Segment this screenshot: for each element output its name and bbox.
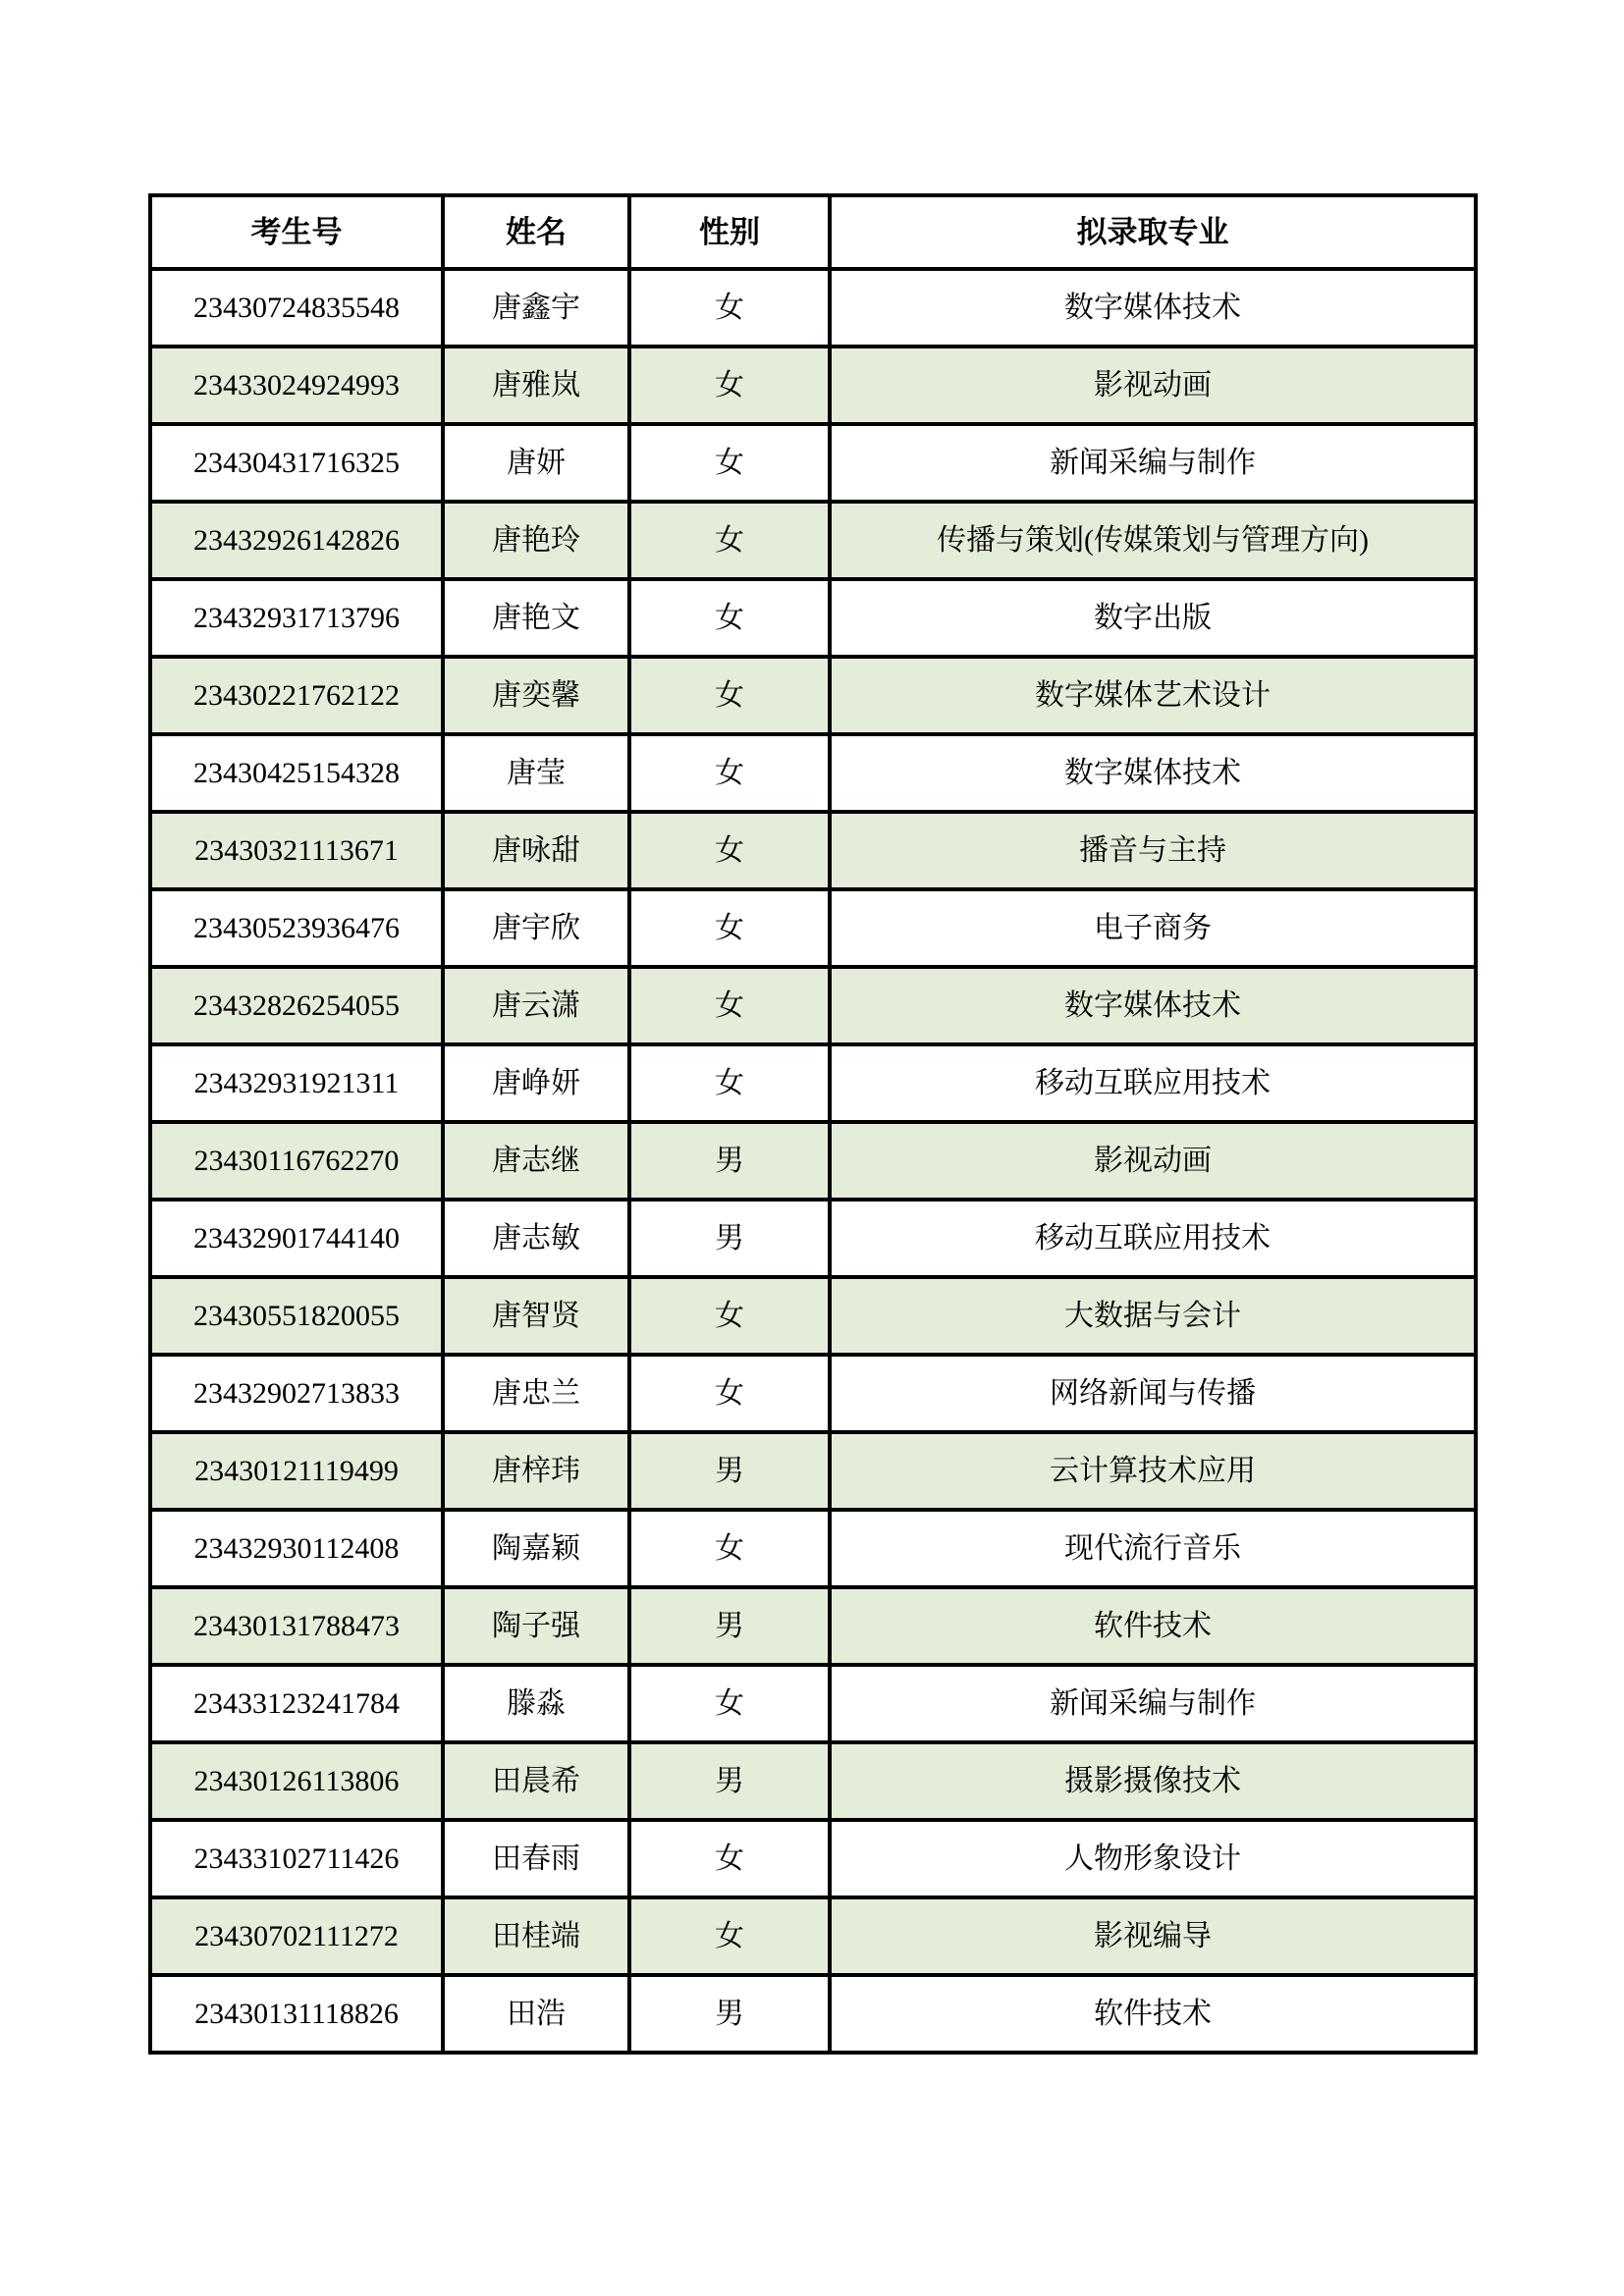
table-row xyxy=(150,1200,1476,1277)
table-row xyxy=(150,1587,1476,1665)
major-cell: 软件技术 xyxy=(830,1587,1476,1665)
gender-cell: 女 xyxy=(629,812,830,889)
major-cell: 人物形象设计 xyxy=(830,1820,1476,1897)
major-cell: 移动互联应用技术 xyxy=(830,1200,1476,1277)
name-cell: 陶子强 xyxy=(443,1587,629,1665)
table-row xyxy=(150,347,1476,424)
name-cell: 唐志继 xyxy=(443,1122,629,1200)
name-cell: 陶嘉颖 xyxy=(443,1510,629,1587)
table-row xyxy=(150,1044,1476,1122)
table-row xyxy=(150,1975,1476,2053)
table-row xyxy=(150,579,1476,657)
gender-cell: 女 xyxy=(629,269,830,347)
gender-cell: 男 xyxy=(629,1742,830,1820)
gender-cell: 女 xyxy=(629,502,830,579)
candidate-id-cell: 23430121119499 xyxy=(150,1432,443,1510)
candidate-id-cell: 23430321113671 xyxy=(150,812,443,889)
name-cell: 唐鑫宇 xyxy=(443,269,629,347)
gender-cell: 女 xyxy=(629,1355,830,1432)
name-cell: 唐艳文 xyxy=(443,579,629,657)
major-cell: 数字媒体技术 xyxy=(830,269,1476,347)
table-row xyxy=(150,657,1476,734)
table-row xyxy=(150,502,1476,579)
name-cell: 唐梓玮 xyxy=(443,1432,629,1510)
major-cell: 数字媒体技术 xyxy=(830,967,1476,1044)
candidate-id-cell: 23430126113806 xyxy=(150,1742,443,1820)
gender-cell: 男 xyxy=(629,1975,830,2053)
header-gender: 性别 xyxy=(629,195,830,269)
gender-cell: 女 xyxy=(629,1897,830,1975)
candidate-id-cell: 23433123241784 xyxy=(150,1665,443,1742)
major-cell: 软件技术 xyxy=(830,1975,1476,2053)
name-cell: 田桂端 xyxy=(443,1897,629,1975)
gender-cell: 女 xyxy=(629,657,830,734)
candidate-id-cell: 23430116762270 xyxy=(150,1122,443,1200)
name-cell: 唐云潇 xyxy=(443,967,629,1044)
major-cell: 新闻采编与制作 xyxy=(830,424,1476,502)
table-body xyxy=(150,269,1476,2053)
header-row xyxy=(150,195,1476,269)
major-cell: 摄影摄像技术 xyxy=(830,1742,1476,1820)
table-row xyxy=(150,812,1476,889)
major-cell: 新闻采编与制作 xyxy=(830,1665,1476,1742)
gender-cell: 女 xyxy=(629,1510,830,1587)
major-cell: 传播与策划(传媒策划与管理方向) xyxy=(830,502,1476,579)
gender-cell: 女 xyxy=(629,1277,830,1355)
table-row xyxy=(150,967,1476,1044)
gender-cell: 女 xyxy=(629,889,830,967)
name-cell: 唐宇欣 xyxy=(443,889,629,967)
name-cell: 唐艳玲 xyxy=(443,502,629,579)
table-row xyxy=(150,1355,1476,1432)
table-header xyxy=(150,195,1476,269)
major-cell: 云计算技术应用 xyxy=(830,1432,1476,1510)
major-cell: 数字出版 xyxy=(830,579,1476,657)
name-cell: 唐妍 xyxy=(443,424,629,502)
gender-cell: 男 xyxy=(629,1122,830,1200)
table-row xyxy=(150,1665,1476,1742)
candidate-id-cell: 23432931921311 xyxy=(150,1044,443,1122)
major-cell: 数字媒体技术 xyxy=(830,734,1476,812)
gender-cell: 女 xyxy=(629,347,830,424)
table-row xyxy=(150,1122,1476,1200)
name-cell: 田晨希 xyxy=(443,1742,629,1820)
candidate-id-cell: 23432902713833 xyxy=(150,1355,443,1432)
candidate-id-cell: 23430425154328 xyxy=(150,734,443,812)
gender-cell: 女 xyxy=(629,579,830,657)
name-cell: 唐智贤 xyxy=(443,1277,629,1355)
candidate-id-cell: 23432826254055 xyxy=(150,967,443,1044)
table-row xyxy=(150,269,1476,347)
candidate-id-cell: 23433102711426 xyxy=(150,1820,443,1897)
header-major: 拟录取专业 xyxy=(830,195,1476,269)
major-cell: 影视编导 xyxy=(830,1897,1476,1975)
candidate-id-cell: 23432930112408 xyxy=(150,1510,443,1587)
header-candidate-id: 考生号 xyxy=(150,195,443,269)
major-cell: 数字媒体艺术设计 xyxy=(830,657,1476,734)
gender-cell: 女 xyxy=(629,734,830,812)
name-cell: 唐莹 xyxy=(443,734,629,812)
name-cell: 唐志敏 xyxy=(443,1200,629,1277)
table-row xyxy=(150,1897,1476,1975)
candidate-id-cell: 23432901744140 xyxy=(150,1200,443,1277)
candidate-id-cell: 23430131118826 xyxy=(150,1975,443,2053)
table-row xyxy=(150,734,1476,812)
name-cell: 唐雅岚 xyxy=(443,347,629,424)
name-cell: 田春雨 xyxy=(443,1820,629,1897)
table-row xyxy=(150,1277,1476,1355)
candidate-id-cell: 23432931713796 xyxy=(150,579,443,657)
candidate-id-cell: 23430551820055 xyxy=(150,1277,443,1355)
candidate-id-cell: 23432926142826 xyxy=(150,502,443,579)
major-cell: 移动互联应用技术 xyxy=(830,1044,1476,1122)
name-cell: 唐峥妍 xyxy=(443,1044,629,1122)
major-cell: 电子商务 xyxy=(830,889,1476,967)
table-row xyxy=(150,1742,1476,1820)
candidate-id-cell: 23430702111272 xyxy=(150,1897,443,1975)
name-cell: 滕淼 xyxy=(443,1665,629,1742)
major-cell: 现代流行音乐 xyxy=(830,1510,1476,1587)
gender-cell: 男 xyxy=(629,1200,830,1277)
major-cell: 影视动画 xyxy=(830,347,1476,424)
gender-cell: 女 xyxy=(629,424,830,502)
table-row xyxy=(150,889,1476,967)
major-cell: 影视动画 xyxy=(830,1122,1476,1200)
major-cell: 播音与主持 xyxy=(830,812,1476,889)
table-row xyxy=(150,1432,1476,1510)
header-name: 姓名 xyxy=(443,195,629,269)
major-cell: 大数据与会计 xyxy=(830,1277,1476,1355)
candidate-id-cell: 23430131788473 xyxy=(150,1587,443,1665)
gender-cell: 女 xyxy=(629,1044,830,1122)
gender-cell: 女 xyxy=(629,967,830,1044)
name-cell: 田浩 xyxy=(443,1975,629,2053)
admission-roster-table xyxy=(148,193,1478,2055)
candidate-id-cell: 23430523936476 xyxy=(150,889,443,967)
name-cell: 唐咏甜 xyxy=(443,812,629,889)
candidate-id-cell: 23430221762122 xyxy=(150,657,443,734)
gender-cell: 男 xyxy=(629,1587,830,1665)
candidate-id-cell: 23430724835548 xyxy=(150,269,443,347)
table-row xyxy=(150,1820,1476,1897)
candidate-id-cell: 23430431716325 xyxy=(150,424,443,502)
gender-cell: 女 xyxy=(629,1820,830,1897)
gender-cell: 女 xyxy=(629,1665,830,1742)
gender-cell: 男 xyxy=(629,1432,830,1510)
candidate-id-cell: 23433024924993 xyxy=(150,347,443,424)
major-cell: 网络新闻与传播 xyxy=(830,1355,1476,1432)
table-row xyxy=(150,424,1476,502)
name-cell: 唐奕馨 xyxy=(443,657,629,734)
name-cell: 唐忠兰 xyxy=(443,1355,629,1432)
table-row xyxy=(150,1510,1476,1587)
